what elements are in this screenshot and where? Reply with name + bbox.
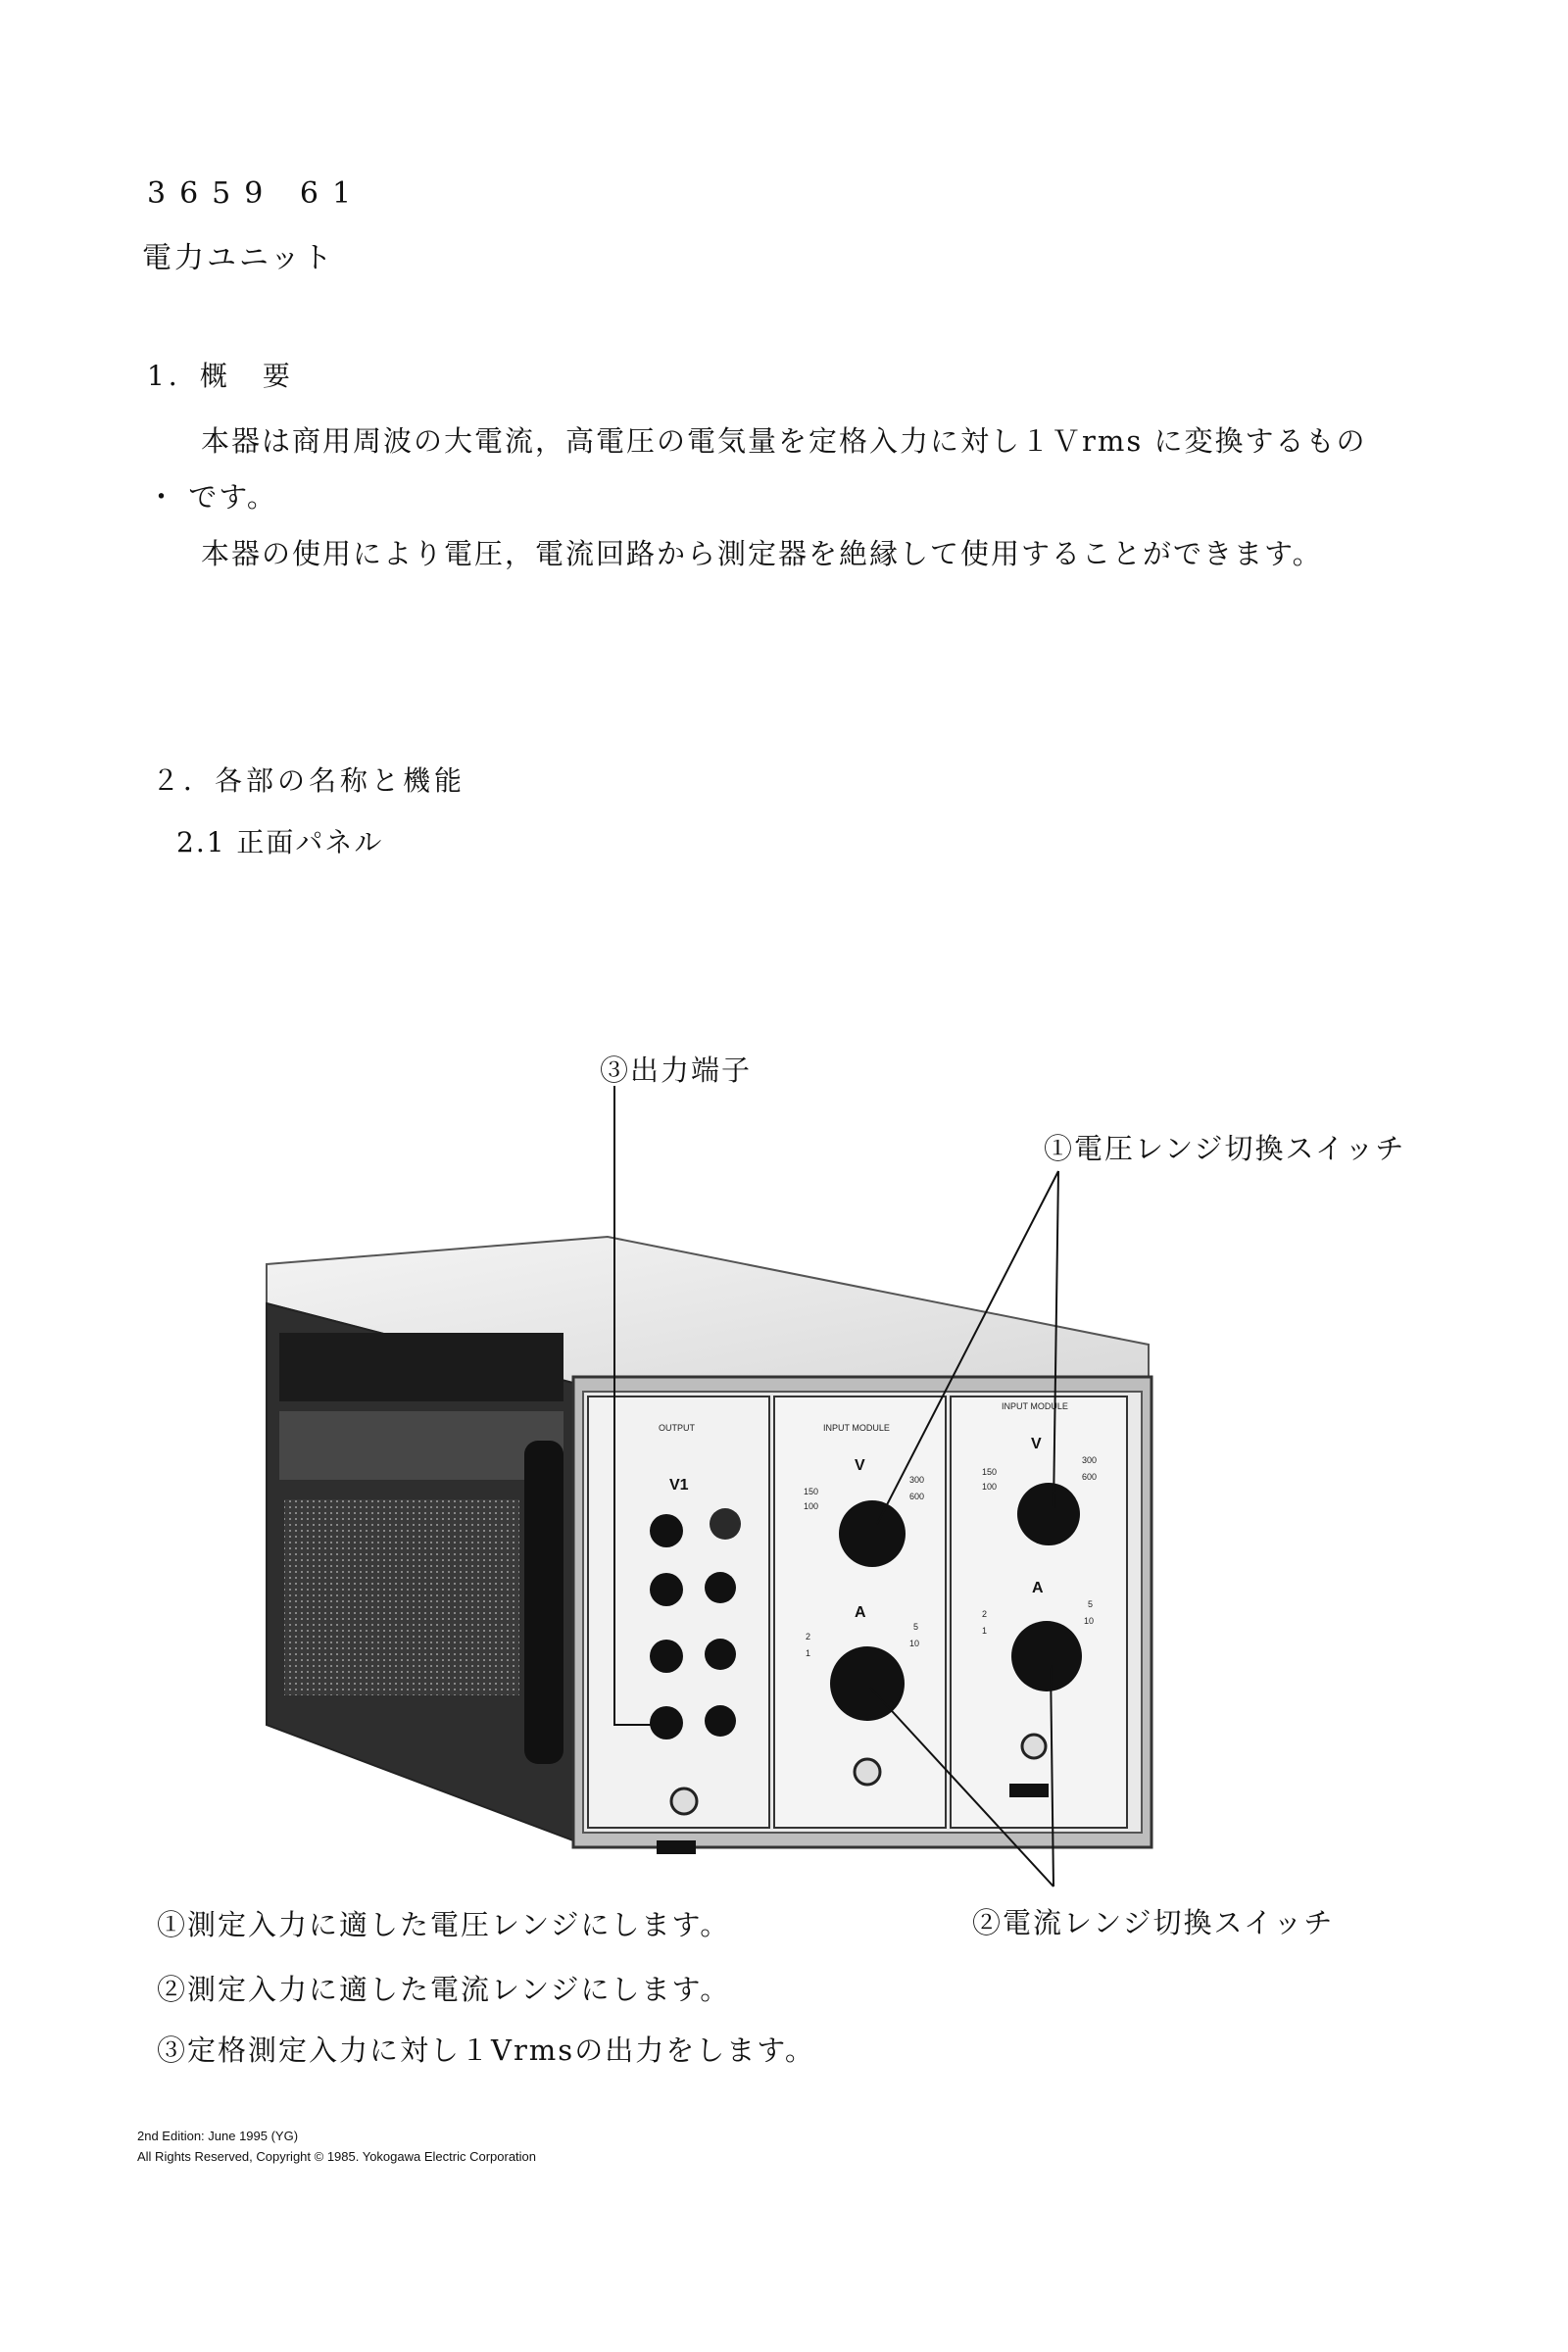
a-1-label-1: 1: [806, 1648, 811, 1658]
bullet-mark: ・: [147, 480, 189, 514]
a-label-2: A: [1032, 1580, 1044, 1596]
v-600-label-1: 600: [909, 1492, 925, 1501]
a-1-label-2: 1: [982, 1626, 988, 1636]
a-10-label-2: 10: [1084, 1616, 1095, 1626]
output-terminal: [705, 1639, 736, 1670]
v-label-2: V: [1031, 1436, 1042, 1452]
a-2-label-2: 2: [982, 1609, 988, 1619]
input-module-panel-2: [951, 1396, 1127, 1828]
cabinet-foot: [657, 1840, 696, 1854]
module-knob-small-2: [1022, 1735, 1046, 1758]
section1-paragraph1-line1: 本器は商用周波の大電流，高電圧の電気量を定格入力に対し１Ｖrms に変換するもの: [201, 424, 1367, 458]
input-module-label-1: INPUT MODULE: [823, 1423, 890, 1433]
output-terminal: [710, 1508, 741, 1540]
callout-output-terminal: ③出力端子: [600, 1054, 753, 1087]
output-terminal: [650, 1706, 683, 1740]
cabinet-foot: [1009, 1784, 1049, 1797]
v-100-label-1: 100: [804, 1501, 819, 1511]
v-100-label-2: 100: [982, 1482, 998, 1492]
side-slot-1: [279, 1333, 564, 1401]
a-2-label-1: 2: [806, 1632, 811, 1642]
v-600-label-2: 600: [1082, 1472, 1098, 1482]
v-300-label-2: 300: [1082, 1455, 1098, 1465]
a-5-label-1: 5: [913, 1622, 919, 1632]
v-150-label-2: 150: [982, 1467, 998, 1477]
section2-1-subheading: 2.1 正面パネル: [176, 826, 384, 858]
edition-line: 2nd Edition: June 1995 (YG): [137, 2129, 299, 2143]
v-150-label-1: 150: [804, 1487, 819, 1496]
current-range-knob-2: [1011, 1621, 1082, 1691]
output-label: OUTPUT: [659, 1423, 695, 1433]
output-terminal: [705, 1705, 736, 1737]
section2-heading: ２．各部の名称と機能: [152, 764, 466, 797]
output-terminal: [650, 1573, 683, 1606]
current-range-knob-1: [830, 1646, 905, 1721]
v-300-label-1: 300: [909, 1475, 925, 1485]
output-knob-small: [671, 1788, 697, 1814]
section1-paragraph2: 本器の使用により電圧，電流回路から測定器を絶縁して使用することができます。: [201, 537, 1323, 570]
v-label-1: V: [855, 1457, 865, 1474]
a-label-1: A: [855, 1604, 866, 1621]
input-module-label-2: INPUT MODULE: [1002, 1401, 1068, 1411]
model-number: 3659 61: [147, 176, 366, 211]
v1-label: V1: [669, 1477, 689, 1494]
output-terminal: [650, 1514, 683, 1547]
side-vent: [284, 1499, 519, 1695]
side-handle: [524, 1441, 564, 1764]
document-title: 電力ユニット: [142, 241, 335, 275]
section1-heading: 1．概 要: [147, 360, 294, 392]
voltage-range-knob-1: [839, 1500, 906, 1567]
section1-paragraph1-line2-text: です。: [188, 480, 277, 514]
note-1: ①測定入力に適した電圧レンジにします。: [157, 1908, 731, 1941]
callout-voltage-range-switch: ①電圧レンジ切換スイッチ: [1044, 1132, 1406, 1165]
a-5-label-2: 5: [1088, 1599, 1094, 1609]
output-terminal: [650, 1640, 683, 1673]
side-slot-2: [279, 1411, 564, 1480]
callout-current-range-switch: ②電流レンジ切換スイッチ: [972, 1906, 1335, 1939]
note-2: ②測定入力に適した電流レンジにします。: [157, 1973, 731, 2006]
note-3: ③定格測定入力に対し１Vrmsの出力をします。: [157, 2034, 815, 2067]
a-10-label-1: 10: [909, 1639, 920, 1648]
voltage-range-knob-2: [1017, 1483, 1080, 1545]
output-terminal: [705, 1572, 736, 1603]
module-knob-small-1: [855, 1759, 880, 1785]
copyright-line: All Rights Reserved, Copyright © 1985. Yokogawa Electric Corporation: [137, 2149, 537, 2164]
